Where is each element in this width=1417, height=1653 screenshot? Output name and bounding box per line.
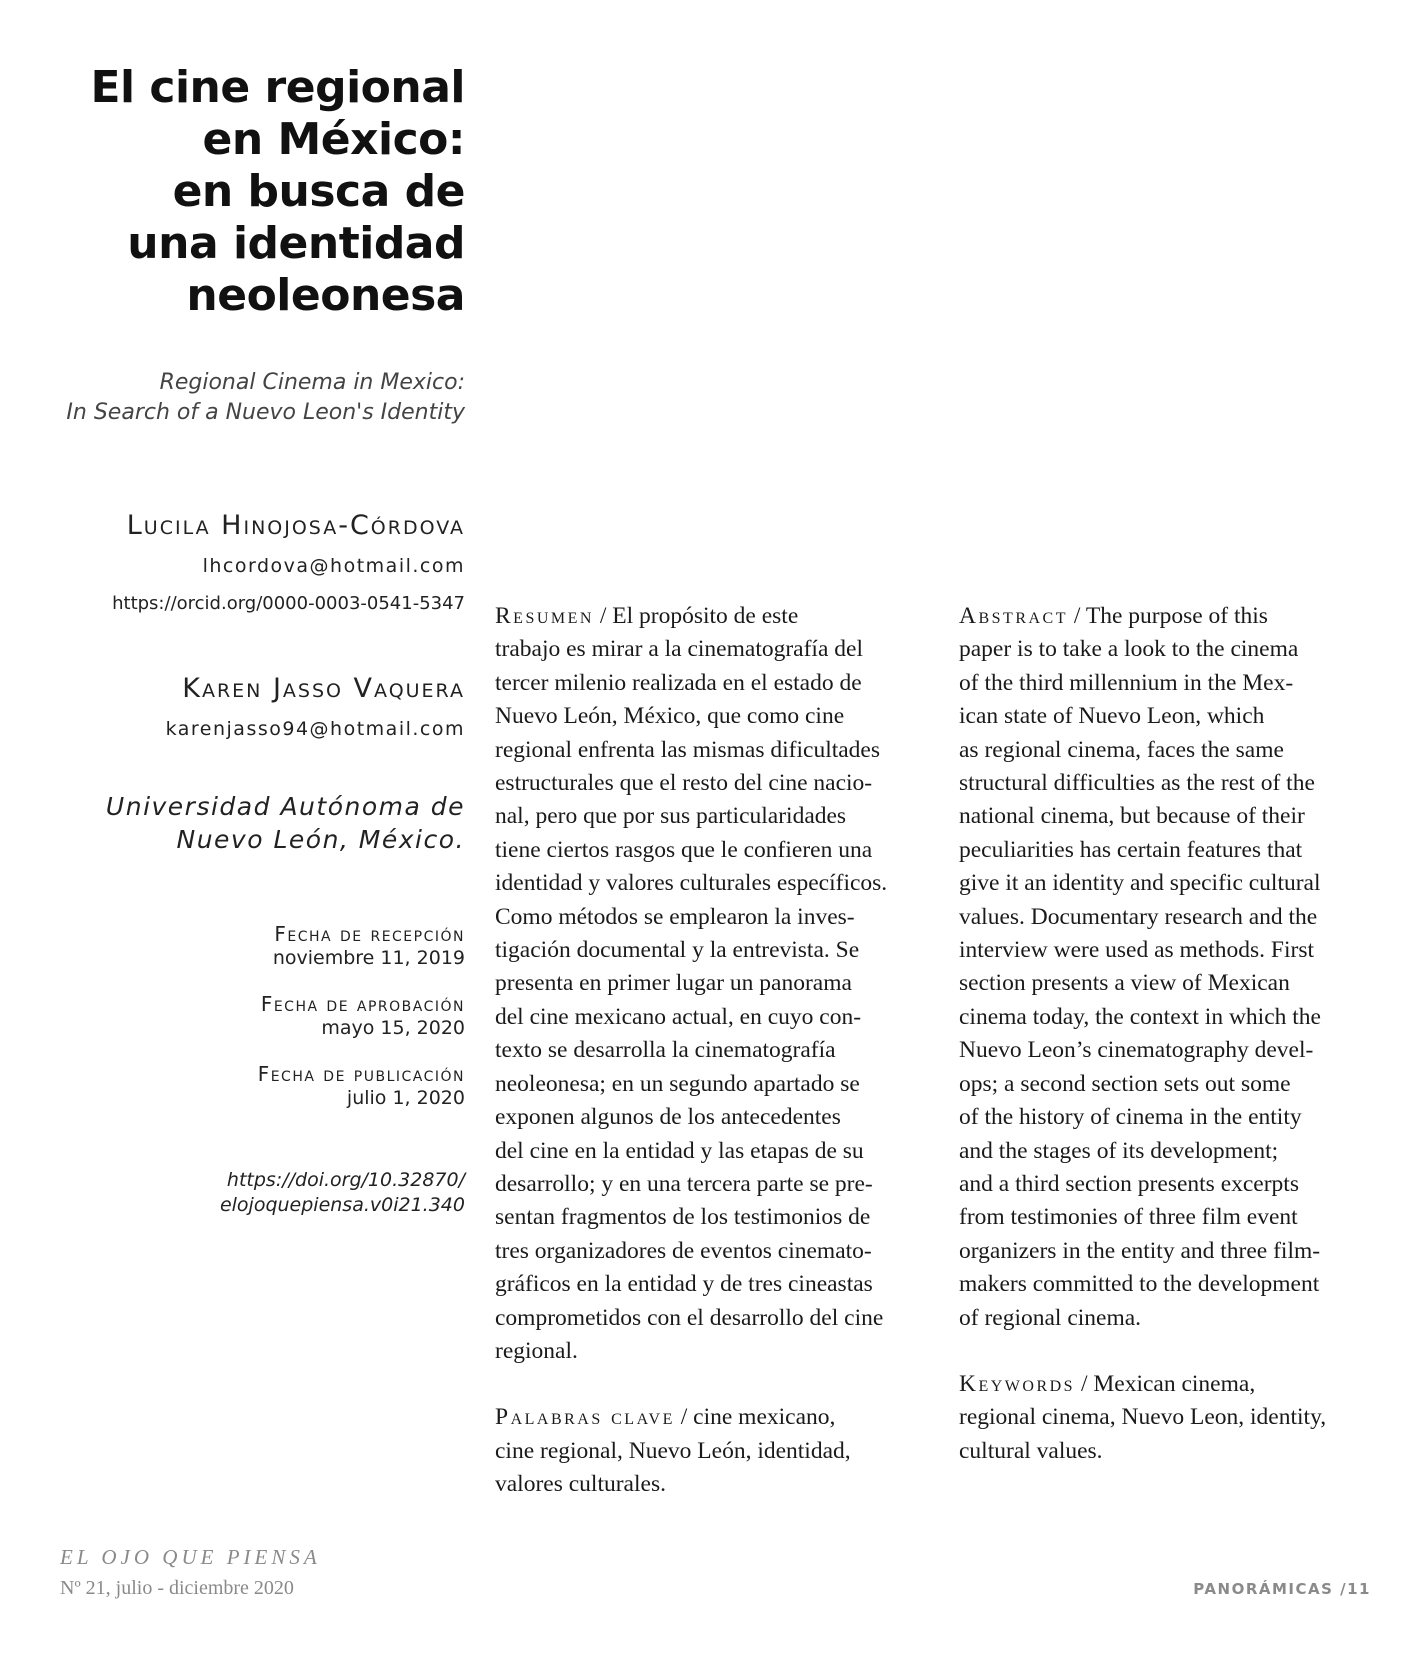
separator: / — [1068, 603, 1086, 629]
resumen-body — [495, 633, 935, 1368]
doi-line: https://doi.org/10.32870/ — [226, 1169, 465, 1191]
abstract-line: national cinema, but because of their — [959, 803, 1305, 830]
abstract-line: of regional cinema. — [959, 1304, 1142, 1331]
palabras-line: valores culturales. — [495, 1471, 666, 1498]
affiliation-line: Universidad Autónoma de — [105, 792, 465, 821]
palabras-line: cine regional, Nuevo León, identidad, — [495, 1437, 851, 1464]
abstract-line: Nuevo Leon’s cinematography devel- — [959, 1037, 1314, 1064]
keywords-body — [959, 1401, 1379, 1468]
author-name: Lucila Hinojosa-Córdova — [126, 510, 465, 541]
abstract-line: ican state of Nuevo Leon, which — [959, 703, 1265, 730]
resumen-line: exponen algunos de los antecedentes — [495, 1104, 841, 1131]
abstract-label: Abstract — [959, 603, 1068, 629]
date-approved — [60, 992, 465, 1040]
resumen-line: estructurales que el resto del cine nacio- — [495, 770, 873, 797]
resumen-line: gráficos en la entidad y de tres cineastas — [495, 1271, 873, 1298]
abstract-line: structural difficulties as the rest of the — [959, 770, 1315, 797]
keywords-line: cultural values. — [959, 1437, 1103, 1464]
separator: / — [674, 1404, 694, 1431]
abstract-line: organizers in the entity and three film- — [959, 1237, 1321, 1264]
date-label: Fecha de recepción — [274, 922, 465, 946]
author-orcid-link[interactable]: https://orcid.org/0000-0003-0541-5347 — [112, 593, 465, 614]
abstract-column — [959, 600, 1379, 1468]
abstract-line: and a third section presents excerpts — [959, 1170, 1299, 1197]
resumen-column — [495, 600, 935, 1502]
resumen-label: Resumen — [495, 603, 594, 629]
resumen-line: desarrollo; y en una tercera parte se pre- — [495, 1170, 873, 1197]
dates-block — [60, 922, 465, 1132]
subtitle-line: Regional Cinema in Mexico: — [159, 370, 465, 395]
separator: / — [593, 603, 613, 629]
resumen-line: tiene ciertos rasgos que le confieren una — [495, 836, 873, 863]
palabras-text: cine mexicano, — [693, 1404, 836, 1431]
doi-line: elojoquepiensa.v0i21.340 — [219, 1194, 465, 1216]
abstract-line: of the history of cinema in the entity — [959, 1104, 1302, 1131]
author-email[interactable]: karenjasso94@hotmail.com — [165, 718, 465, 740]
keywords-text: Mexican cinema, — [1093, 1370, 1256, 1397]
resumen-line: tres organizadores de eventos cinemato- — [495, 1237, 872, 1264]
abstract-line: from testimonies of three film event — [959, 1204, 1298, 1231]
palabras-body — [495, 1435, 935, 1502]
abstract-line: paper is to take a look to the cinema — [959, 636, 1299, 663]
abstract-line: and the stages of its development; — [959, 1137, 1279, 1164]
english-title — [60, 368, 465, 428]
resumen-text: El propósito de este — [612, 603, 799, 629]
resumen-first-line — [495, 600, 935, 633]
affiliation — [60, 790, 465, 856]
affiliation-line: Nuevo León, México. — [176, 825, 465, 854]
date-label: Fecha de publicación — [257, 1062, 465, 1086]
resumen-line: trabajo es mirar a la cinematografía del — [495, 636, 863, 663]
resumen-line: sentan fragmentos de los testimonios de — [495, 1204, 871, 1231]
subtitle-line: In Search of a Nuevo Leon's Identity — [66, 400, 465, 425]
resumen-line: Como métodos se emplearon la inves- — [495, 903, 855, 930]
resumen-line: del cine mexicano actual, en cuyo con- — [495, 1003, 862, 1030]
date-received — [60, 922, 465, 970]
resumen-line: comprometidos con el desarrollo del cine — [495, 1304, 884, 1331]
abstract-body — [959, 633, 1379, 1335]
article-title — [60, 62, 465, 322]
abstract-line: of the third millennium in the Mex- — [959, 669, 1294, 696]
date-value: noviembre 11, 2019 — [272, 947, 465, 969]
date-label: Fecha de aprobación — [260, 992, 465, 1016]
date-value: mayo 15, 2020 — [321, 1017, 465, 1039]
palabras-first-line — [495, 1401, 935, 1434]
resumen-line: texto se desarrolla la cinematografía — [495, 1037, 836, 1064]
abstract-first-line — [959, 600, 1379, 633]
author-name: Karen Jasso Vaquera — [182, 673, 465, 704]
keywords-line: regional cinema, Nuevo Leon, identity, — [959, 1404, 1327, 1431]
abstract-text: The purpose of this — [1085, 603, 1268, 629]
resumen-line: regional enfrenta las mismas dificultades — [495, 736, 881, 763]
section-page-number: PANORÁMICAS /11 — [1193, 1580, 1371, 1598]
title-line: en busca de — [172, 166, 465, 217]
palabras-label: Palabras clave — [495, 1404, 675, 1431]
title-line: El cine regional — [90, 62, 465, 113]
resumen-line: del cine en la entidad y las etapas de su — [495, 1137, 864, 1164]
journal-issue: Nº 21, julio - diciembre 2020 — [60, 1577, 294, 1599]
resumen-line: nal, pero que por sus particularidades — [495, 803, 847, 830]
abstract-line: give it an identity and specific cultural — [959, 870, 1321, 897]
abstract-line: interview were used as methods. First — [959, 937, 1315, 964]
resumen-line: tercer milenio realizada en el estado de — [495, 669, 862, 696]
date-published — [60, 1062, 465, 1110]
keywords-first-line — [959, 1368, 1379, 1401]
abstract-line: values. Documentary research and the — [959, 903, 1318, 930]
keywords-label: Keywords — [959, 1370, 1076, 1397]
resumen-line: identidad y valores culturales específicos. — [495, 870, 888, 897]
resumen-line: neoleonesa; en un segundo apartado se — [495, 1070, 860, 1097]
abstract-line: section presents a view of Mexican — [959, 970, 1290, 997]
resumen-line: presenta en primer lugar un panorama — [495, 970, 852, 997]
resumen-line: tigación documental y la entrevista. Se — [495, 937, 860, 964]
title-line: en México: — [202, 114, 465, 165]
journal-name: EL OJO QUE PIENSA — [60, 1545, 321, 1569]
abstract-line: makers committed to the development — [959, 1271, 1320, 1298]
author-email[interactable]: lhcordova@hotmail.com — [202, 555, 465, 577]
date-value: julio 1, 2020 — [346, 1087, 465, 1109]
abstract-line: peculiarities has certain features that — [959, 836, 1303, 863]
title-line: neoleonesa — [186, 270, 465, 321]
resumen-line: Nuevo León, México, que como cine — [495, 703, 845, 730]
abstract-line: as regional cinema, faces the same — [959, 736, 1284, 763]
abstract-line: cinema today, the context in which the — [959, 1003, 1321, 1030]
title-line: una identidad — [127, 218, 465, 269]
resumen-line: regional. — [495, 1337, 578, 1364]
doi-link[interactable] — [60, 1168, 465, 1218]
abstract-line: ops; a second section sets out some — [959, 1070, 1291, 1097]
separator: / — [1075, 1370, 1094, 1397]
